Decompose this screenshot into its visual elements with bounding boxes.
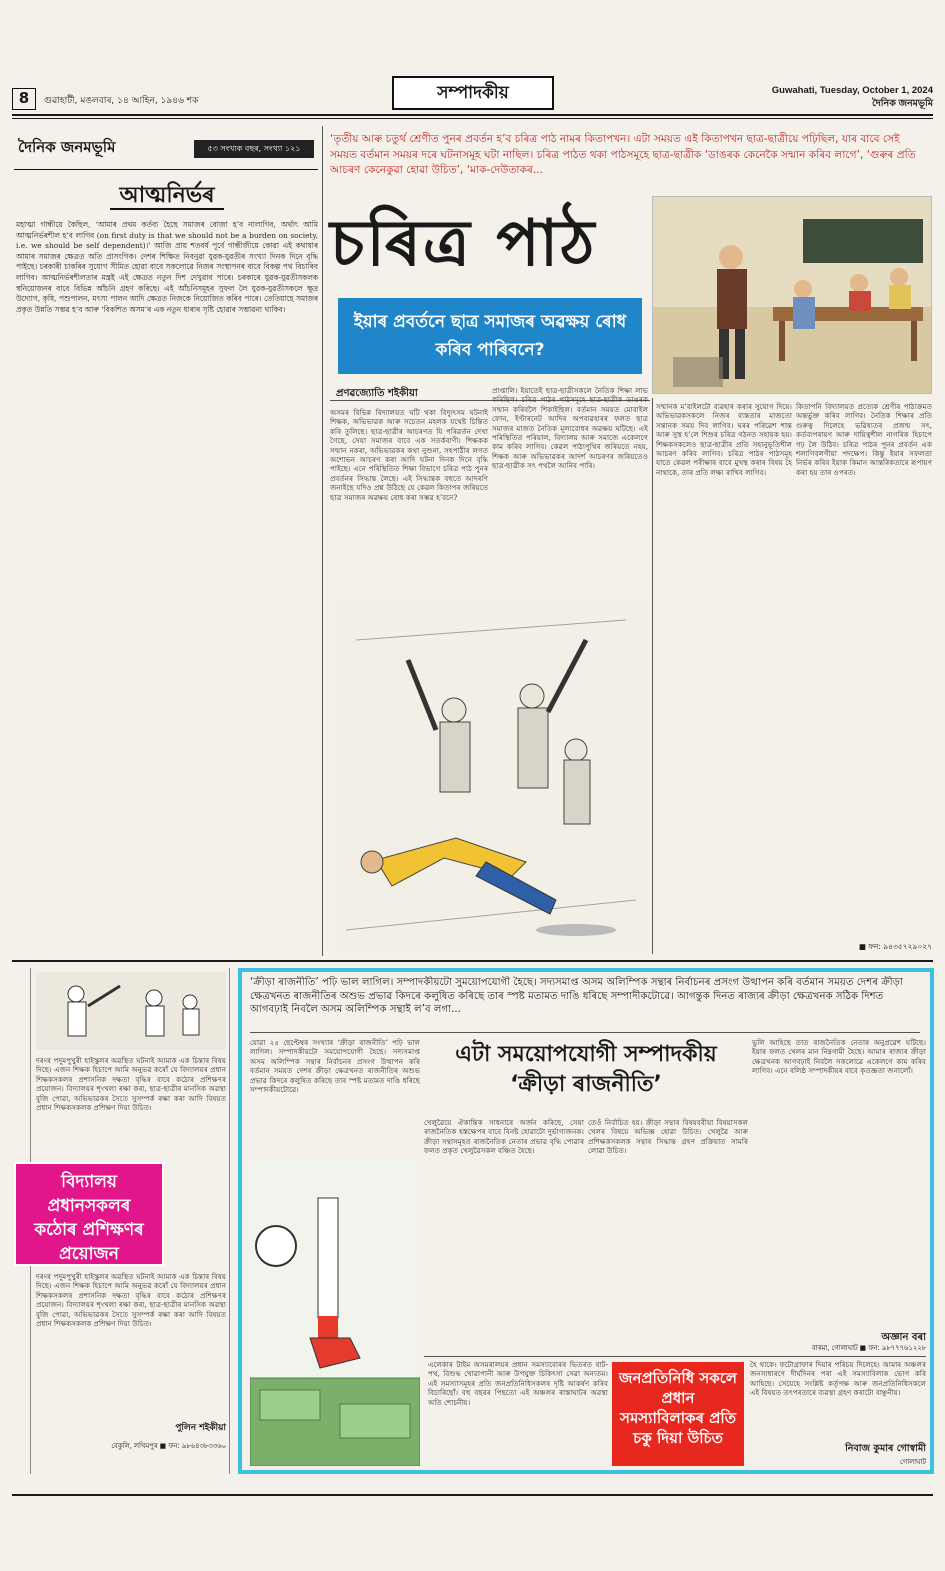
masthead: [14, 130, 318, 170]
lead-teaser: ‘তৃতীয় আৰু চতুৰ্থ শ্ৰেণীত পুনৰ প্ৰবৰ্তন হ’ব চৰিত্ৰ পাঠ নামৰ কিতাপখন। এটা সময়ত এই কিতাপখন ছাত্ৰ-ছাত্ৰীয়ে পঢ়িছিল, যাৰ বাবে সেই সময়ত বৰ্তমান সময়ৰ দৰে ঘটনাসমূহ ঘটা নাছিল। চৰিত্ৰ পাঠত থকা পাঠসমূহে ছাত্ৰ-ছাত্ৰীক ‘ডাঙৰক কেনেকৈ সন্মান কৰিব লাগে’, ‘গুৰুৰ প্ৰতি আচৰণ কেনেকুৱা হোৱা উচিত’, ‘মাক-দেউতাকৰ...: [330, 133, 916, 176]
letter-principals-body: দৰংৰ পদুমপুখুৰী হাইস্কুলৰ অৱস্থিত ঘটনাই আমাক এক চিন্তাৰ বিষয় দিছে। এজন শিক্ষক হিচাপে আমি অনুভৱ কৰোঁ যে বিদ্যালয়ৰ প্ৰধান শিক্ষকসকলৰ প্ৰশাসনিক দক্ষতা বৃদ্ধিৰ বাবে কঠোৰ প্ৰশিক্ষণৰ প্ৰয়োজন। বিদ্যালয়ৰ শৃংখলা ৰক্ষা কৰা, ছাত্ৰ-ছাত্ৰীৰ মানসিক অৱস্থা বুজি পোৱা, অভিভাৱকৰ সৈতে সুসম্পৰ্ক ৰক্ষা কৰা আদি বিষয়ত প্ৰধান শিক্ষকসকলক প্ৰশিক্ষণ দিয়া উচিত।: [36, 1056, 226, 1113]
sports-quote-rule: [250, 1032, 920, 1033]
column-separator: [652, 398, 653, 954]
letter-principals-body-cont: [170, 1164, 226, 1264]
letter-principals-author: পুলিন শইকীয়া: [175, 1423, 226, 1433]
football-illustration: [250, 1158, 420, 1466]
sports-body4: ভুলি আহিছে তাত ৰাজনৈতিক নেতাৰ অনুপ্ৰৱেশ ঘটিছে। ইয়াৰ ফলত খেলৰ মান নিম্নগামী হৈছে। আমাৰ ৰাজ্যৰ ক্ৰীড়া ক্ষেত্ৰখনক আগবঢ়াই নিবলৈ সকলোৱে একেলগে কাম কৰিব লাগিব। এনে বলিষ্ঠ সম্পাদকীয়ৰ বাবে কৃতজ্ঞতা জনালোঁ।: [752, 1038, 926, 1076]
section-divider: [12, 960, 933, 962]
editorial-title-underline: [110, 208, 224, 210]
lead-col1: অসমৰ বিভিন্ন বিদ্যালয়ত ঘটি থকা বিদ্যুৎসম ঘটনাই শিক্ষক, অভিভাৱক আৰু সচেতন মহলক যথেষ্ট চিন্তিত কৰি তুলিছে। ছাত্ৰ-ছাত্ৰীৰ আচৰণত যি পৰিৱৰ্তন দেখা গৈছে, সেয়া সমাজৰ বাবে এক সতৰ্কবাণী। শিক্ষকক সন্মান নকৰা, অভিভাৱকৰ কথা নুশুনা, সহপাঠীৰ লগত অশোভন আচৰণ কৰা আদি ঘটনা দিনক দিনে বৃদ্ধি পাইছে। এনে পৰিস্থিতিত শিক্ষা বিভাগে চৰিত্ৰ পাঠ পুনৰ প্ৰবৰ্তনৰ সিদ্ধান্ত লৈছে। এই সিদ্ধান্তক বহুতে আদৰণি জনাইছে যদিও প্ৰশ্ন উঠিছে যে কেৱল কিতাপৰ জৰিয়তে ছাত্ৰ সমাজৰ অৱক্ষয় ৰোধ কৰা সম্ভৱ হ’বনে?: [330, 408, 488, 502]
dateline-date: Guwahati, Tuesday, October 1, 2024: [771, 85, 933, 96]
letter-principals-address: বেকুলি, লখিমপুৰ ■ ফন: ৯৮৬৪৩৮৩৩৬০: [111, 1442, 226, 1450]
dateline-left: গুৱাহাটী, মঙলবাৰ, ১৪ আহিন, ১৯৪৬ শক: [44, 96, 199, 106]
paper-name-small: দৈনিক জনমভূমি: [871, 98, 933, 109]
lead-col4: কিতাপনি বিদ্যালয়ত প্ৰত্যেক শ্ৰেণীৰ পাঠ্যক্ৰমত অন্তৰ্ভুক্ত কৰিব লাগিব। নৈতিক শিক্ষাৰ প্ৰতি গুৰুত্ব দিলেহে ভৱিষ্যতৰ প্ৰজন্ম সৎ, কৰ্তব্যপৰায়ণ আৰু দায়িত্বশীল নাগৰিক হিচাপে গঢ় লৈ উঠিব। চৰিত্ৰ পাঠৰ পুনৰ প্ৰবৰ্তন এক শলাগিবলগীয়া পদক্ষেপ। কিন্তু ইয়াৰ সফলতা নিৰ্ভৰ কৰিব ইয়াক কিমান আন্তৰিকতাৰে ৰূপায়ণ কৰা হয় তাৰ ওপৰত।: [796, 402, 932, 477]
dateline-right: [772, 84, 933, 110]
lead-col2: প্ৰাপ্তালি। ইয়াতেই ছাত্ৰ-ছাত্ৰীসকলে নৈতিক শিক্ষা লাভ কৰিছিল। চৰিত্ৰ পাঠৰ পাঠসমূহে ছাত্ৰ-ছাত্ৰীক ডাঙৰক সন্মান কৰিবলৈ শিকাইছিল। বৰ্তমান সময়ত মোবাইল ফোন, ইণ্টাৰনেট আদিৰ অপব্যৱহাৰৰ ফলত ছাত্ৰ সমাজৰ মাজত নৈতিক মূল্যবোধৰ অৱক্ষয় ঘটিছে। এই পৰিস্থিতিত পৰিয়াল, বিদ্যালয় আৰু সমাজে একেলগে কাম কৰিব লাগিব। কেৱল পাঠ্যপুথিৰ জৰিয়তে নহয়, শিক্ষক আৰু অভিভাৱকৰ আদৰ্শ আচৰণৰ জৰিয়তেও ছাত্ৰ-ছাত্ৰীক সৎ পথলৈ আনিব পাৰি।: [492, 386, 648, 471]
sports-body3: তেওঁ নিৰ্বাচিত হয়। ক্ৰীড়া সন্থাৰ বিষয়ববীয়া বিষয়াসকল খেলৰ বিষয়ে অভিজ্ঞ হোৱা উচিত। খেলুৱৈ আৰু প্ৰশিক্ষকসকলক সন্থাৰ সিদ্ধান্ত গ্ৰহণ প্ৰক্ৰিয়াত সামৰি লোৱা উচিত।: [588, 1118, 748, 1156]
violence-illustration: [336, 600, 648, 952]
sports-body1: যোৱা ২৫ ছেপ্টেম্বৰ সংখ্যাৰ ‘ক্ৰীড়া ৰাজনীতি’ পঢ়ি ভাল লাগিল। সম্পাদকীয়টো সময়োপযোগী হৈছে। সদ্যসমাপ্ত অসম অলিম্পিক সন্থাৰ নিৰ্বাচনৰ প্ৰসংগ উত্থাপন কৰি বৰ্তমান সময়ত দেশৰ ক্ৰীড়া ক্ষেত্ৰখনত ৰাজনীতিৰ অশুভ প্ৰভাৱ কিদৰে কলুষিত কৰিছে তাৰ স্পষ্ট মতামত দাঙি ধৰিছে সম্পাদকীয়টোৱে।: [250, 1038, 420, 1095]
editorial-body: মহাত্মা গান্ধীয়ে কৈছিল, ‘আমাৰ প্ৰথম কৰ্তব্য হৈছে সমাজৰ বোজা হ’ব নালাগিব, অৰ্থাৎ আমি আত্মনিৰ্ভৰশীল হ’ব লাগিব (on first duty is that we should not be a burden on society, i.e. we should be self dependent)।’ আজি প্ৰায় শতবৰ্ষ পূৰ্বে গান্ধীজীয়ে কোৱা এই কথাষাৰ আমাৰ সমাজৰ ক্ষেত্ৰত অতি প্ৰাসংগিক। দেশৰ শিক্ষিত নিবনুৱা যুৱক-যুৱতীৰ সংখ্যা দিনক দিনে বৃদ্ধি পাইছে। চৰকাৰী চাকৰিৰ সুযোগ সীমিত হোৱা বাবে সকলোৱে নিজৰ সংস্থাপনৰ বাবে বিকল্প পথ বিচাৰিব লাগিব। আত্মনিৰ্ভৰশীলতাৰ মন্ত্ৰই এই ক্ষেত্ৰত নতুন দিশ দেখুৱাব পাৰে। চৰকাৰে যুৱক-যুৱতীসকলক স্বনিয়োজনৰ বাবে বিভিন্ন আঁচনি গ্ৰহণ কৰিছে। এই আঁচনিসমূহৰ সুফল লৈ যুৱক-যুৱতীসকলে ক্ষুদ্ৰ উদ্যোগ, কৃষি, পশুপালন, মৎস্য পালন আদি ক্ষেত্ৰত নিজকে নিয়োজিত কৰিব পাৰে। তেতিয়াহে সমাজৰ প্ৰকৃত উন্নতি সম্ভৱ হ’ব আৰু ‘বিকশিত অসম’ৰ এক নতুন ধাৰাৰ সৃষ্টি হোৱাৰ সম্ভাৱনা থাকিব।: [16, 220, 318, 314]
lead-headline: চৰিত্ৰ পাঠ: [330, 207, 597, 281]
header-rule-thin: [12, 118, 933, 119]
sports-divider: [424, 1356, 926, 1357]
public-reps-body2: হৈ থাকে। ফটোগ্ৰাফাৰ দিয়াৰ পৰিচয় দিলেহে। আমাৰ অঞ্চলৰ জনসাধাৰণে দীৰ্ঘদিনৰ পৰা এই সমস্যাবিলাক ভোগ কৰি আহিছে। সেয়েহে সংশ্লিষ্ট কৰ্তৃপক্ষ আৰু জনপ্ৰতিনিধিসকলে এই বিষয়ত তৎপৰতাৰে ব্যৱস্থা গ্ৰহণ কৰাটো বাঞ্ছনীয়।: [750, 1360, 926, 1398]
lead-phone: ■ ফন: ৯৪৩৫৭২৯০২৭: [858, 942, 932, 951]
public-reps-body1: এলেকাৰ টাইম অসমৰালয়ৰ প্ৰধান সমস্যাবোৰৰ ভিতৰত বাট-পথ, বিশুদ্ধ খোৱাপানী আৰু উপযুক্ত চিকিৎসা সেৱা অন্যতম। এই সমস্যাসমূহৰ প্ৰতি জনপ্ৰতিনিধিসকলৰ দৃষ্টি আকৰ্ষণ কৰিব বিচাৰিছোঁ। বহু বছৰৰ পিছতো এই অঞ্চলৰ ৰাস্তাঘাটৰ অৱস্থা অতি শোচনীয়।: [428, 1360, 608, 1407]
lead-byline: প্ৰণৱজ্যোতি শইকীয়া: [336, 388, 418, 399]
section-title: সম্পাদকীয়: [392, 76, 554, 110]
column-separator: [322, 126, 323, 956]
page-number: 8: [12, 88, 36, 110]
masthead-volume: ৫৩ সংখ্যক বছৰ, সংখ্যা ১২১: [194, 140, 314, 158]
public-reps-address: গোলাঘাট: [899, 1458, 926, 1466]
masthead-name: দৈনিক জনমভূমি: [18, 138, 116, 156]
lead-subhead: ইয়াৰ প্ৰবৰ্তনে ছাত্ৰ সমাজৰ অৱক্ষয় ৰোধ কৰিব পাৰিবনে?: [338, 298, 642, 374]
classroom-illustration: [652, 196, 932, 394]
letter-principals-title: বিদ্যালয় প্ৰধানসকলৰ কঠোৰ প্ৰশিক্ষণৰ প্ৰয়োজন: [14, 1162, 164, 1266]
sports-headline: এটা সময়োপযোগী সম্পাদকীয় ‘ক্ৰীড়া ৰাজনীতি’: [455, 1042, 717, 1097]
header-rule: [12, 114, 933, 116]
public-reps-author: নিবাজ কুমাৰ গোস্বামী: [845, 1443, 926, 1454]
lead-col3: সন্মানক ম’বাইলটো ব্যৱহাৰ কৰাৰ সুযোগ দিয়ে। অভিভাৱকসকলে নিজৰ ব্যস্ততাৰ মাজতো সন্তানক সময় দিব লাগিব। ঘৰৰ পৰিৱেশ শান্ত আৰু সুস্থ হ’লে শিশুৰ চৰিত্ৰ গঠনত সহায়ক হয়। শিক্ষকসকলেও ছাত্ৰ-ছাত্ৰীৰ প্ৰতি সহানুভূতিশীল আচৰণ কৰিব লাগিব। চৰিত্ৰ পাঠৰ পাঠসমূহ যাতে কেৱল পৰীক্ষাৰ বাবে মুখস্থ কৰাৰ বিষয় হৈ নাথাকে, তাৰ প্ৰতি লক্ষ্য ৰাখিব লাগিব।: [656, 402, 792, 477]
sports-author: অজ্ঞান বৰা: [881, 1332, 926, 1343]
sports-quote: ‘ক্ৰীড়া ৰাজনীতি’ পঢ়ি ভাল লাগিল। সম্পাদকীয়টো সুময়োপযোগী হৈছে। সদ্যসমাপ্ত অসম অলিম্পিক সন্থাৰ নিৰ্বাচনৰ প্ৰসংগ উত্থাপন কৰি বৰ্তমান সময়ত দেশৰ ক্ৰীড়া ক্ষেত্ৰখনত ৰাজনীতিৰ অশুভ প্ৰভাৱ কিদৰে কলুষিত কৰিছে তাৰ স্পষ্ট মতামত দাঙি ধৰিছে সম্পাদীকটোৱে। আগন্তুক দিনত ৰাজ্যৰ ক্ৰীড়া ক্ষেত্ৰখনক সঠিক দিশত আগবঢ়াই নিবলৈ অসম অলিম্পিক সন্থাই ল’ব লগা...: [250, 977, 903, 1015]
sports-address: বাৰমা, গোলাঘাট ■ ফন: ৯৮৭৭৭৬১২২৮: [811, 1344, 926, 1352]
public-reps-title: জনপ্ৰতিনিধি সকলে প্ৰধান সমস্যাবিলাকৰ প্ৰতি চকু দিয়া উচিত: [612, 1362, 744, 1466]
footer-rule: [12, 1494, 933, 1496]
sports-body2: খেলুৱৈয়ে ঐকান্তিক সাধনাৰে অৰ্জন কৰিছে, সেয়া ৰাজনৈতিক হস্তক্ষেপৰ বাবে বিনষ্ট হোৱাটো দুৰ্ভাগ্যজনক। ক্ৰীড়া সন্থাসমূহত ৰাজনৈতিক নেতাৰ প্ৰভাৱ বৃদ্ধি পোৱাৰ ফলত প্ৰকৃত খেলুৱৈসকল বঞ্চিত হৈছে।: [424, 1118, 584, 1156]
editorial-title: আত্মনিৰ্ভৰ: [119, 182, 215, 208]
school-illustration: [36, 972, 226, 1050]
letter-principals-body-lower: দৰংৰ পদুমপুখুৰী হাইস্কুলৰ অৱস্থিত ঘটনাই আমাক এক চিন্তাৰ বিষয় দিছে। এজন শিক্ষক হিচাপে আমি অনুভৱ কৰোঁ যে বিদ্যালয়ৰ প্ৰধান শিক্ষকসকলৰ প্ৰশাসনিক দক্ষতা বৃদ্ধিৰ বাবে কঠোৰ প্ৰশিক্ষণৰ প্ৰয়োজন। বিদ্যালয়ৰ শৃংখলা ৰক্ষা কৰা, ছাত্ৰ-ছাত্ৰীৰ মানসিক অৱস্থা বুজি পোৱা, অভিভাৱকৰ সৈতে সুসম্পৰ্ক ৰক্ষা কৰা আদি বিষয়ত প্ৰধান শিক্ষকসকলক প্ৰশিক্ষণ দিয়া উচিত।: [36, 1272, 226, 1329]
